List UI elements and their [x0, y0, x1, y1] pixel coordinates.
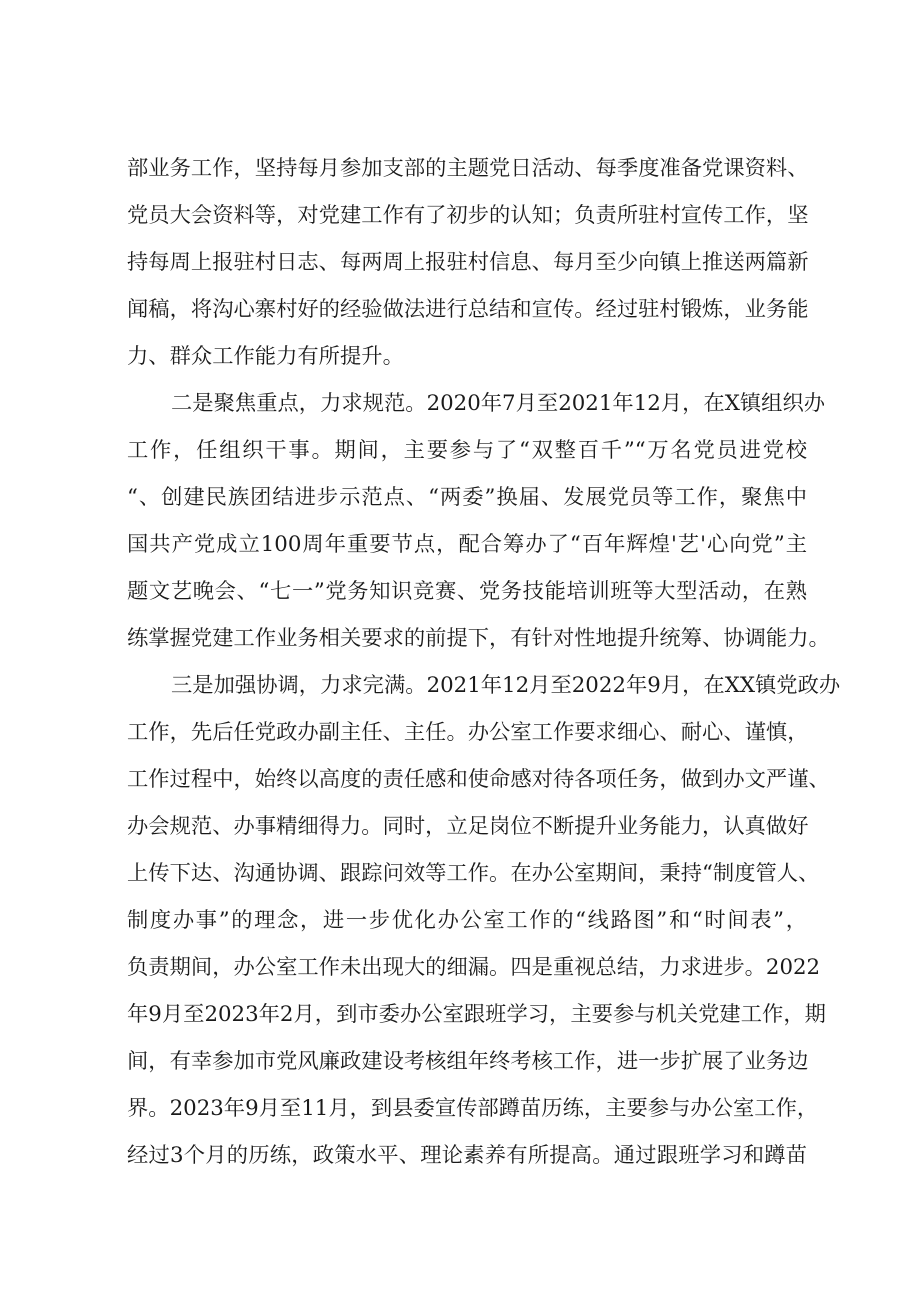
text-line: 力、群众工作能力有所提升。 — [127, 344, 404, 369]
text-line: 工作，先后任党政办副主任、主任。办公室工作要求细心、耐心、谨慎， — [127, 720, 809, 745]
text-line: 办会规范、办事精细得力。同时，立足岗位不断提升业务能力，认真做好 — [127, 814, 809, 839]
text-line: 负责期间，办公室工作未出现大的细漏。四是重视总结，力求进步。2022 — [127, 955, 821, 980]
text-line: 制度办事”的理念，进一步优化办公室工作的“线路图”和“时间表”， — [127, 908, 807, 933]
text-line: 界。2023年9月至11月，到县委宣传部蹲苗历练，主要参与办公室工作， — [127, 1096, 819, 1121]
text-line: 国共产党成立100周年重要节点，配合筹办了“百年辉煌'艺'心向党”主 — [127, 532, 807, 557]
text-line: 闻稿，将沟心寨村好的经验做法进行总结和宣传。经过驻村锻炼，业务能 — [127, 297, 809, 322]
text-line: 部业务工作，坚持每月参加支部的主题党日活动、每季度准备党课资料、 — [127, 156, 809, 181]
text-line: “、创建民族团结进步示范点、“两委”换届、发展党员等工作，聚焦中 — [127, 485, 807, 510]
text-line: 年9月至2023年2月，到市委办公室跟班学习，主要参与机关党建工作，期 — [127, 1002, 826, 1027]
body-text — [127, 145, 841, 1179]
text-line: 工作过程中，始终以高度的责任感和使命感对待各项任务，做到办文严谨、 — [127, 767, 830, 792]
text-line: 练掌握党建工作业务相关要求的前提下，有针对性地提升统筹、协调能力。 — [127, 626, 830, 651]
text-line: 间，有幸参加市党风廉政建设考核组年终考核工作，进一步扩展了业务边 — [127, 1049, 809, 1074]
paragraph-start-line: 二是聚焦重点，力求规范。2020年7月至2021年12月，在X镇组织办 — [171, 391, 826, 416]
text-line: 题文艺晚会、“七一”党务知识竞赛、党务技能培训班等大型活动，在熟 — [127, 579, 807, 604]
paragraph-start-line: 三是加强协调，力求完满。2021年12月至2022年9月，在XX镇党政办 — [171, 673, 841, 698]
text-line: 经过3个月的历练，政策水平、理论素养有所提高。通过跟班学习和蹲苗 — [127, 1143, 807, 1168]
text-line: 党员大会资料等，对党建工作有了初步的认知；负责所驻村宣传工作，坚 — [127, 203, 809, 228]
text-line: 工作，任组织干事。期间，主要参与了“双整百千”“万名党员进党校 — [127, 438, 807, 463]
text-line: 上传下达、沟通协调、跟踪问效等工作。在办公室期间，秉持“制度管人、 — [127, 861, 820, 886]
text-line: 持每周上报驻村日志、每两周上报驻村信息、每月至少向镇上推送两篇新 — [127, 250, 809, 275]
